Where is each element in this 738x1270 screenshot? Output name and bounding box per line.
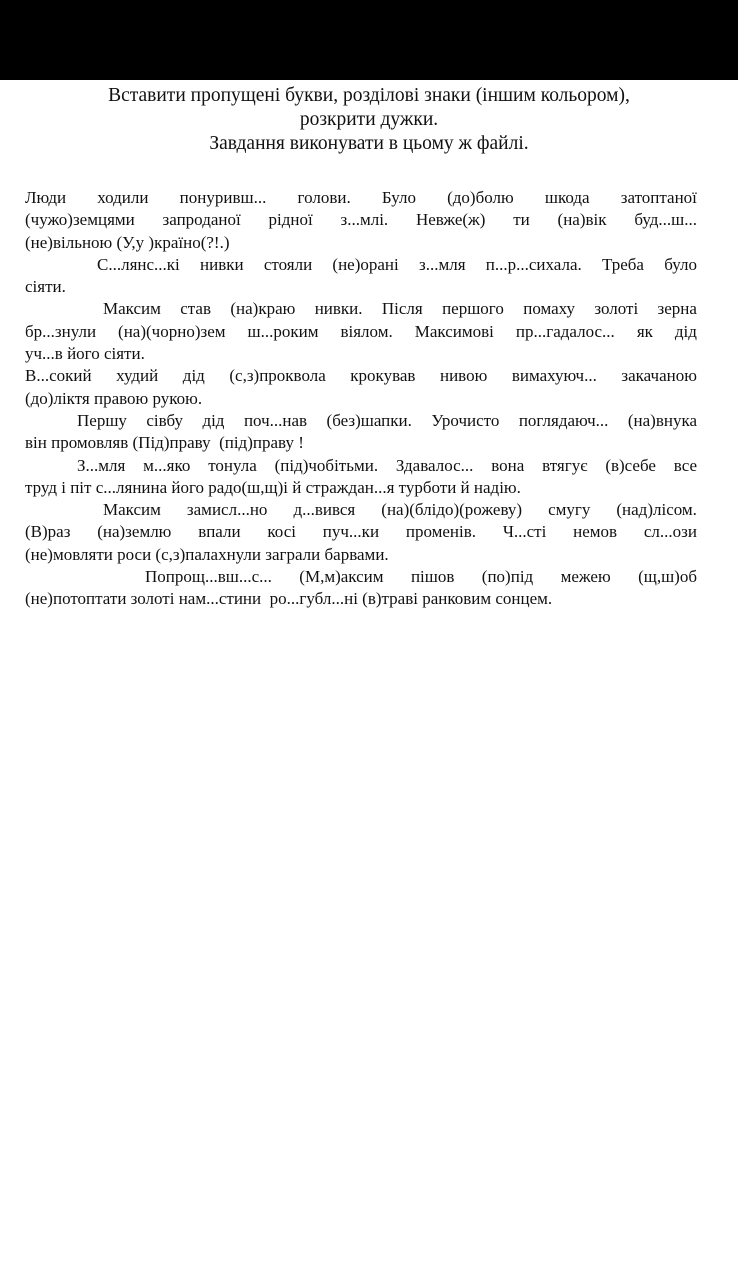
text-word: дід	[182, 366, 205, 386]
text-line	[25, 187, 697, 209]
text-word: закачаною	[621, 366, 697, 386]
text-word: В...сокий	[25, 366, 92, 386]
text-word: втягує	[542, 455, 588, 475]
text-word: Невже(ж)	[415, 210, 486, 230]
text-word: рідної	[268, 210, 313, 230]
text-word: поглядаюч...	[518, 410, 609, 430]
text-word: немов	[573, 522, 618, 542]
text-word: дід	[202, 410, 225, 430]
text-word: дід	[674, 321, 697, 341]
text-word: Урочисто	[431, 410, 500, 430]
text-word: (М,м)аксим	[299, 567, 384, 587]
text-word: він промовляв (Під)праву (під)праву !	[25, 433, 304, 453]
text-word: замисл...но	[186, 500, 268, 520]
text-word: вимахуюч...	[511, 366, 597, 386]
text-word: нивою	[439, 366, 488, 386]
text-word: (не)мовляти роси (с,з)палахнули заграли барвами.	[25, 544, 389, 564]
text-word: зерна	[657, 299, 697, 319]
text-word: (чужо)земцями	[25, 210, 135, 230]
text-word: (не)вільною (У,у )країно(?!.)	[25, 232, 230, 252]
task-line: розкрити дужки.	[299, 109, 439, 130]
text-word: помаху	[523, 299, 576, 319]
text-word: все	[673, 455, 697, 475]
text-line	[25, 365, 697, 387]
text-word: сіяти.	[25, 277, 66, 297]
text-word: понуривш...	[179, 188, 267, 207]
text-word: (без)шапки.	[326, 410, 412, 430]
text-word: косі	[267, 522, 296, 542]
text-line	[25, 254, 697, 276]
text-word: бр...знули	[25, 321, 97, 341]
text-word: з...млі.	[340, 210, 389, 230]
text-word: золоті	[594, 299, 639, 319]
text-word: вона	[491, 455, 525, 475]
task-line: Завдання виконувати в цьому ж файлі.	[209, 133, 529, 154]
text-word: променів.	[405, 522, 477, 542]
text-line	[25, 298, 697, 320]
text-word: (на)внука	[627, 410, 697, 430]
text-word: Люди	[25, 188, 67, 207]
text-word: Максим	[103, 500, 161, 520]
text-word: стояли	[263, 254, 313, 274]
text-word: уч...в його сіяти.	[25, 344, 145, 364]
text-word: став	[180, 299, 212, 319]
text-word: крокував	[350, 366, 416, 386]
text-word: голови.	[297, 188, 351, 207]
text-word: пр...гадалос...	[515, 321, 615, 341]
text-word: пуч...ки	[322, 522, 380, 542]
text-word: межею	[560, 567, 611, 587]
text-word: ш...роким	[247, 321, 319, 341]
text-line	[25, 321, 697, 343]
top-bar	[0, 0, 738, 80]
text-word: як	[636, 321, 653, 341]
text-word: (над)лісом.	[616, 500, 697, 520]
text-line	[25, 343, 697, 365]
text-line	[25, 232, 697, 254]
text-word: запроданої	[162, 210, 241, 230]
text-word: тонула	[208, 455, 257, 475]
text-line	[25, 499, 697, 521]
text-word: ти	[513, 210, 530, 230]
text-line	[25, 566, 697, 588]
text-word: нивки.	[314, 299, 363, 319]
text-word: (В)раз	[25, 522, 71, 542]
text-line	[25, 455, 697, 477]
text-word: віялом.	[340, 321, 393, 341]
text-line	[25, 276, 697, 298]
text-word: труд і піт с...лянина його радо(ш,щ)і й страждан...я турботи й надію.	[25, 477, 521, 497]
text-word: Максимові	[414, 321, 494, 341]
text-word: Першу	[77, 410, 127, 430]
text-line	[25, 477, 697, 499]
text-word: (на)землю	[97, 522, 172, 542]
text-word: С...лянс...кі	[97, 254, 180, 274]
text-word: (по)під	[481, 567, 534, 587]
text-word: (до)болю	[447, 188, 514, 207]
text-line	[25, 588, 697, 610]
text-word: затоптаної	[620, 188, 697, 207]
text-word: (в)себе	[605, 455, 656, 475]
text-word: сл...ози	[643, 522, 697, 542]
text-word: худий	[116, 366, 159, 386]
text-word: першого	[442, 299, 504, 319]
text-word: пішов	[410, 567, 455, 587]
text-word: з...мля	[418, 254, 466, 274]
text-word: д...вився	[293, 500, 356, 520]
text-line	[25, 521, 697, 543]
text-word: сівбу	[146, 410, 183, 430]
text-line	[25, 209, 697, 231]
text-word: (на)вік	[557, 210, 607, 230]
text-word: п...р...сихала.	[485, 254, 582, 274]
text-word: Було	[381, 188, 416, 207]
task-heading	[20, 84, 718, 156]
text-word: (не)орані	[332, 254, 399, 274]
text-line	[25, 432, 697, 454]
text-word: Здавалос...	[395, 455, 474, 475]
text-word: (під)чобітьми.	[274, 455, 379, 475]
text-word: (не)потоптати золоті нам...стини ро...губл...ні (в)траві ранковим сонцем.	[25, 589, 553, 609]
text-word: буд...ш...	[634, 210, 697, 230]
text-word: ходили	[97, 188, 149, 207]
text-word: впали	[198, 522, 241, 542]
task-line: Вставити пропущені букви, розділові знаки (іншим кольором),	[108, 85, 630, 106]
text-word: (на)(блідо)(рожеву)	[381, 500, 523, 520]
text-word: було	[664, 254, 697, 274]
text-word: Треба	[601, 254, 644, 274]
text-word: Попрощ...вш...с...	[145, 567, 272, 587]
exercise-text	[25, 187, 697, 611]
text-word: (до)ліктя правою рукою.	[25, 388, 203, 408]
text-word: м...яко	[143, 455, 191, 475]
text-word: смугу	[548, 500, 591, 520]
text-word: (щ,ш)об	[638, 567, 697, 587]
text-word: (на)(чорно)зем	[118, 321, 226, 341]
text-word: поч...нав	[243, 410, 308, 430]
text-word: (на)краю	[230, 299, 296, 319]
text-word: шкода	[544, 188, 590, 207]
text-line	[25, 388, 697, 410]
text-line	[25, 410, 697, 432]
text-word: (с,з)проквола	[229, 366, 326, 386]
text-word: нивки	[200, 254, 244, 274]
text-line	[25, 544, 697, 566]
text-word: З...мля	[77, 455, 126, 475]
text-word: Після	[381, 299, 423, 319]
text-word: Максим	[103, 299, 161, 319]
text-word: Ч...сті	[502, 522, 547, 542]
